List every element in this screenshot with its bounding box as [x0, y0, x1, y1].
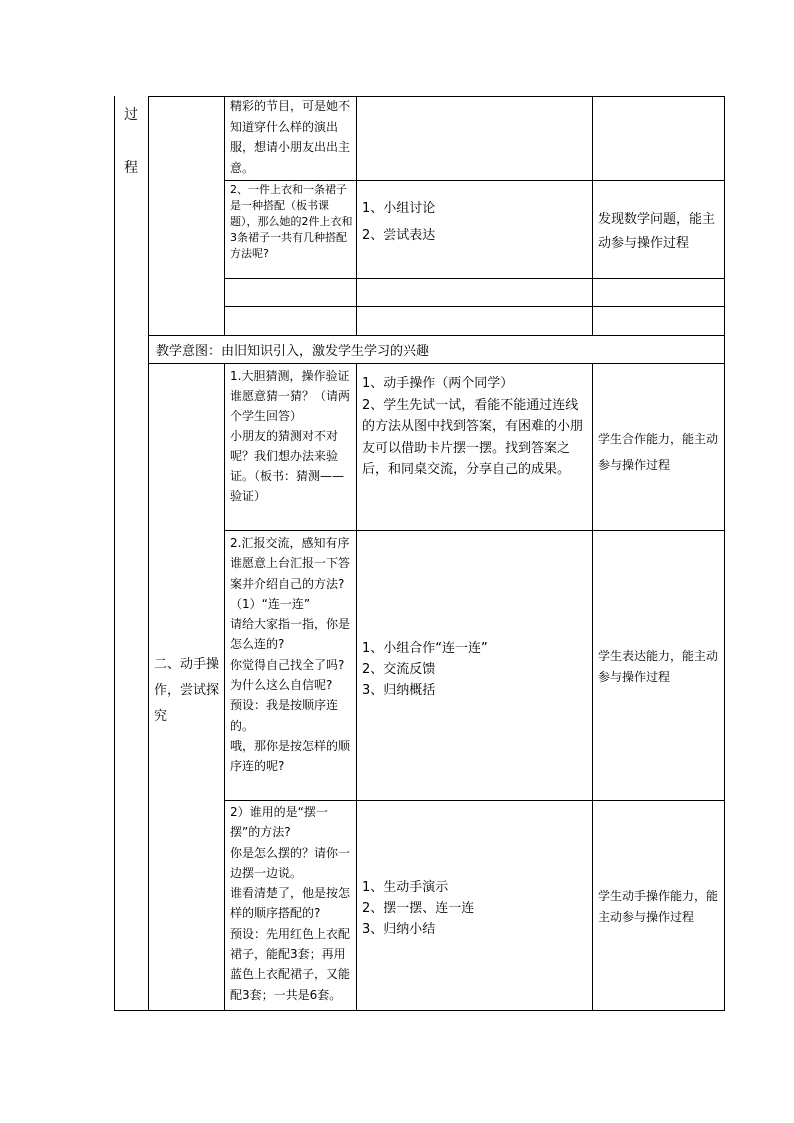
row2-intent-text: 发现数学问题，能主动参与操作过程 [598, 212, 716, 251]
row6-teacher-line-7: 哦，那你是按怎样的顺序连的呢? [230, 738, 351, 774]
row6-teacher-line-3: （1）“连一连” [230, 596, 311, 611]
section-label-process-1: 过 [124, 107, 138, 123]
row5-teacher-line-3: 小朋友的猜测对不对呢？我们想办法来验证。（板书：猜测——验证） [230, 429, 345, 503]
row6-student-line-1: 1、小组合作“连一连” [362, 641, 488, 656]
table-col-divider-3b [356, 363, 357, 1011]
row7-teacher-text [230, 802, 354, 1005]
row6-intent-text: 学生表达能力，能主动参与操作过程 [598, 649, 719, 684]
row7-student-line-1: 1、生动手演示 [362, 880, 449, 895]
table-col-divider-4b [592, 363, 593, 1011]
row6-teacher-line-4: 请给大家指一指，你是怎么连的? [230, 617, 351, 652]
row7-teacher-line-2: 你是怎么摆的？请你一边摆一边说。 [230, 845, 351, 880]
row6-student-line-2: 2、交流反馈 [362, 662, 436, 677]
table-col-divider-4 [592, 96, 593, 336]
table-col-divider-3 [356, 96, 357, 336]
row5-teacher-line-2: 谁愿意猜一猜？（请两个学生回答） [230, 389, 351, 423]
row-divider-7 [224, 800, 725, 801]
row5-teacher-text [230, 366, 354, 506]
row1-teacher-text: 精彩的节目，可是她不知道穿什么样的演出服，想请小朋友出出主意。 [230, 99, 351, 175]
row7-student-line-3: 3、归纳小结 [362, 922, 436, 937]
row6-student-line-3: 3、归纳概括 [362, 683, 436, 698]
table-border-left [114, 96, 115, 1011]
section2-label: 二、动手操作，尝试探究 [154, 657, 220, 724]
row7-teacher-line-3: 谁看清楚了，他是按怎样的顺序搭配的? [230, 886, 351, 921]
row-divider-5 [148, 363, 725, 364]
row7-teacher-line-4: 预设：先用红色上衣配裙子，能配3套；再用蓝色上衣配裙子，又能配3套；一共是6套。 [230, 926, 351, 1002]
row2-student-line-2: 2、尝试表达 [362, 228, 436, 243]
table-col-divider-2 [224, 96, 225, 336]
table-border-right [724, 96, 725, 1011]
row2-student-line-1: 1、小组讨论 [362, 201, 436, 216]
row-divider-3 [224, 306, 725, 307]
row5-student-text [362, 373, 588, 481]
row6-teacher-line-6: 预设：我是按顺序连的。 [230, 698, 339, 733]
row6-teacher-line-2: 谁愿意上台汇报一下答案并介绍自己的方法? [230, 556, 351, 591]
table-col-divider-1 [148, 96, 149, 1011]
section-label-process-2: 程 [124, 160, 138, 176]
row2-teacher-text: 2、一件上衣和一条裙子是一种搭配（板书课题），那么她的2件上衣和3条裙子一共有几种搭配方法呢? [230, 183, 353, 260]
table-border-bottom [114, 1010, 725, 1011]
row5-intent-text: 学生合作能力，能主动参与操作过程 [598, 432, 719, 472]
row7-teacher-line-1: 2）谁用的是“摆一摆”的方法? [230, 805, 328, 840]
row-divider-6 [224, 530, 725, 531]
table-col-divider-2b [224, 363, 225, 1011]
teaching-intent-text: 教学意图：由旧知识引入，激发学生学习的兴趣 [156, 344, 430, 359]
row5-student-line-1: 1、动手操作（两个同学） [362, 376, 514, 391]
row5-student-line-2: 2、学生先试一试，看能不能通过连线的方法从图中找到答案，有困难的小朋友可以借助卡片摆一摆。找到答案之后，和同桌交流，分享自己的成果。 [362, 397, 584, 477]
row-divider-4 [148, 335, 725, 336]
row6-teacher-text [230, 533, 354, 777]
row-divider-2 [224, 278, 725, 279]
row7-student-line-2: 2、摆一摆、连一连 [362, 901, 475, 916]
row7-intent-text: 学生动手操作能力，能主动参与操作过程 [598, 889, 719, 924]
row6-teacher-line-1: 2.汇报交流，感知有序 [230, 536, 350, 550]
row5-teacher-line-1: 1.大胆猜测，操作验证 [230, 369, 350, 383]
row6-teacher-line-5: 你觉得自己找全了吗?为什么这么自信呢? [230, 657, 345, 693]
